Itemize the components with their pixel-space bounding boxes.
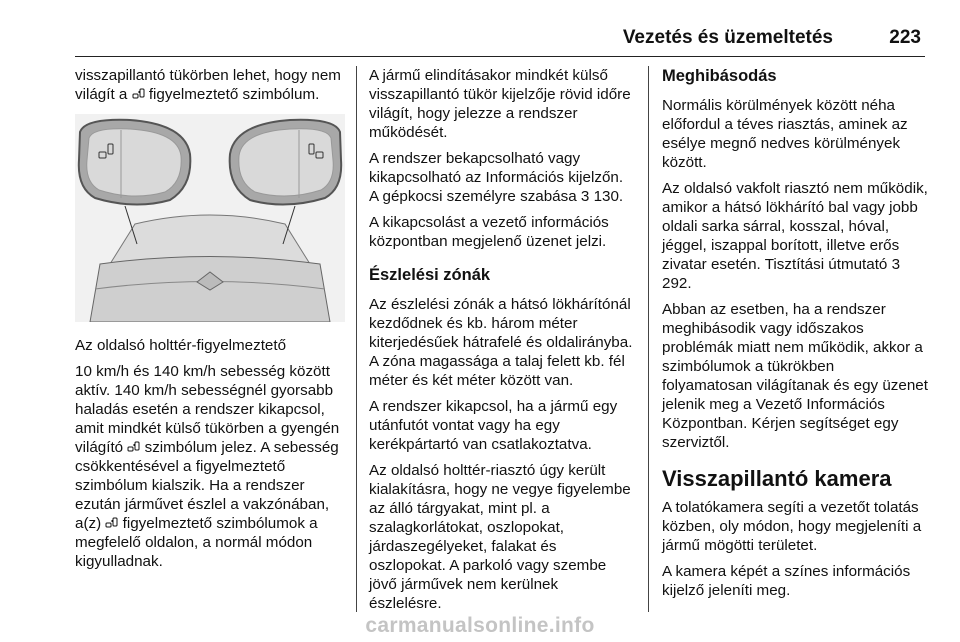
page-reference-arrow-icon: 3 (580, 188, 590, 205)
camera-intro-paragraph: A tolatókamera segíti a vezetőt tolatás közben, oly módon, hogy megjeleníti a jármű mögötti területet. (662, 499, 922, 554)
false-alarm-paragraph: Normális körülmények között néha előfordul a téves riasztás, aminek az esélye megnő nedves körülmények között. (662, 97, 908, 171)
column-3 (662, 66, 928, 607)
startup-paragraph: A jármű elindításakor mindkét külső visszapillantó tükör kijelzője rövid időre világít, hogy jelezze a rendszer működését. (369, 67, 631, 141)
camera-display-paragraph: A kamera képét a színes információs kijelző jeleníti meg. (662, 563, 911, 599)
page-header (75, 22, 925, 57)
blind-spot-warning-icon (132, 88, 145, 100)
page-reference-link[interactable]: 292. (662, 275, 692, 292)
fault-heading: Meghibásodás (662, 67, 777, 85)
watermark: carmanualsonline.info (365, 614, 595, 637)
malfunction-paragraph: Abban az esetben, ha a rendszer meghibásodik vagy időszakos problémák miatt nem működik, akkor a szimbólumok a tükrökben folyamatosan világítanak és egy üzenet jelenik meg a Vezető Információs Központban. Kérjen segítséget egy szerviztől. (662, 301, 928, 451)
column-1 (75, 66, 348, 578)
stationary-objects-paragraph: Az oldalsó holttér-riasztó úgy került kialakításra, hogy ne vegye figyelembe az álló tárgyakat, mint pl. a szalagkorlátokat, oszlopokat, járdaszegélyeket, falakat és oszlopokat. A parkoló vagy szembe jövő járművek nem kerülnek észlelésre. (369, 462, 631, 612)
intro-paragraph: visszapillantó tükörben lehet, hogy nem világít a figyelmeztető szimbólum. (75, 67, 341, 103)
blind-spot-warning-icon (127, 441, 140, 453)
message-paragraph: A kikapcsolást a vezető információs központban megjelenő üzenet jelzi. (369, 214, 609, 250)
blind-spot-warning-icon (105, 517, 118, 529)
side-mirrors-illustration (75, 114, 345, 322)
figure-caption: Az oldalsó holttér-figyelmeztető (75, 337, 287, 354)
column-divider-right (648, 66, 649, 612)
page-reference-link[interactable]: 130. (593, 188, 624, 205)
section-title: Vezetés és üzemeltetés (622, 27, 833, 48)
page-reference-arrow-icon: 3 (891, 256, 901, 273)
dirty-bumper-paragraph: Az oldalsó vakfolt riasztó nem működik, amikor a hátsó lökhárító bal vagy jobb oldali sarka sárral, kosszal, hóval, jéggel, iszappal borított, illetve erős zivatar esetén. Tisztítási útmutató 3 292. (662, 180, 928, 292)
zones-paragraph: Az észlelési zónák a hátsó lökhárítónál kezdődnek és kb. három méter kiterjedésűek hátrafelé és oldalirányba. A zóna magassága a talaj felett kb. fél méter és két méter között van. (369, 296, 633, 389)
speed-range-paragraph: 10 km/h és 140 km/h sebesség között aktív. 140 km/h sebességnél gyorsabb haladás esetén a rendszer kikapcsol, amit mindkét külső tükörben a gyengén világító szimbólum jelez. A sebesség csökkentésével a figyelmeztető szimbólum kialszik. Ha a rendszer ezután járművet észlel a vakzónában, a(z) figyelmeztető szimbólumok a megfelelő oldalon, a normál módon kigyulladnak. (75, 363, 340, 570)
trailer-paragraph: A rendszer kikapcsol, ha a jármű egy utánfutót vontat vagy ha egy kerékpártartó van csatlakoztatva. (369, 398, 618, 453)
rear-camera-heading: Visszapillantó kamera (662, 466, 892, 491)
page-number: 223 (889, 27, 921, 48)
toggle-paragraph: A rendszer bekapcsolható vagy kikapcsolható az Információs kijelzőn. A gépkocsi személyre szabása 3 130. (369, 150, 624, 205)
column-divider-left (356, 66, 357, 612)
column-2 (369, 66, 634, 620)
detection-zones-heading: Észlelési zónák (369, 266, 491, 284)
